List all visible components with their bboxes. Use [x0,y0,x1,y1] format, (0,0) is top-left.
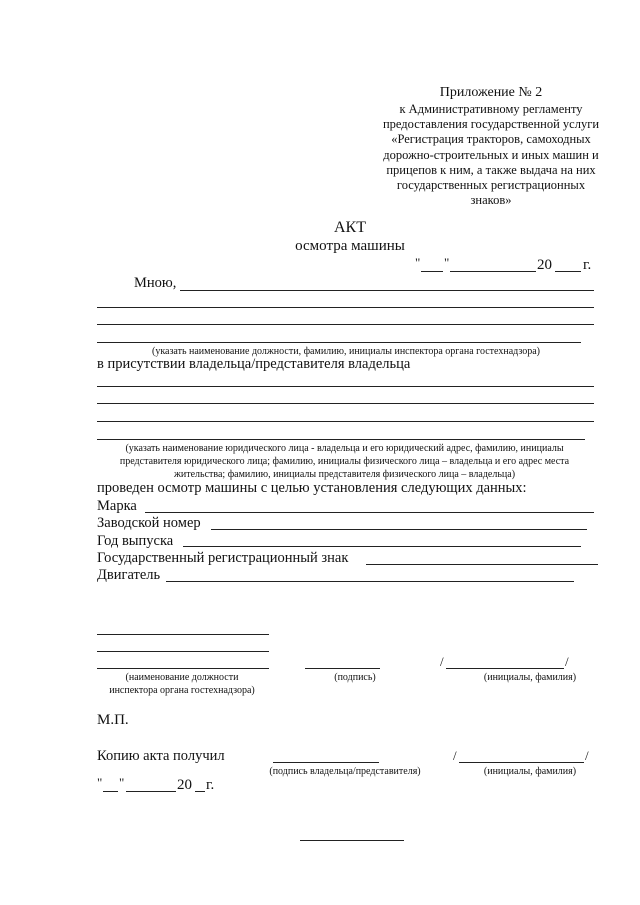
owner-line[interactable] [97,439,585,440]
position-hint-1: (наименование должности [125,672,239,683]
inspector-line[interactable] [97,324,594,325]
field-serial-input[interactable] [211,529,587,530]
field-serial-label: Заводской номер [97,515,201,531]
owner-hint-line: (указать наименование юридического лица - владельца и его юридический адрес, фамилию, инициалы [125,443,564,454]
field-year-input[interactable] [183,546,581,547]
document-title: АКТ [334,219,366,236]
date-month-field[interactable] [450,271,536,272]
document-subtitle: осмотра машины [295,238,405,254]
initials-slash-close: / [565,654,569,669]
date-year-field[interactable] [555,271,581,272]
footer-divider [300,840,404,841]
date-year-prefix: 20 [537,257,552,273]
inspector-line[interactable] [97,342,581,343]
owner-label: в присутствии владельца/представителя владельца [97,356,411,372]
date-month-field[interactable] [126,791,176,792]
copy-initials-line[interactable] [459,762,584,763]
inspector-hint: (указать наименование должности, фамилию, инициалы инспектора органа гостехнадзора) [151,346,541,357]
date-year-field[interactable] [195,791,205,792]
inspector-label: Мною, [134,275,177,291]
signature-line[interactable] [305,668,380,669]
inspector-line[interactable] [97,307,594,308]
date-quote-open: " [97,775,103,790]
appendix-block [356,84,626,208]
appendix-line: прицепов к ним, а также выдача на них [386,162,596,177]
date-year-suffix: г. [583,257,592,273]
date-quote-open: " [415,255,421,270]
field-brand-input[interactable] [145,512,594,513]
owner-line[interactable] [97,403,594,404]
initials-slash-open: / [440,654,444,669]
copy-received-label: Копию акта получил [97,748,225,764]
field-regplate-input[interactable] [366,564,598,565]
appendix-line: государственных регистрационных [396,178,586,193]
copy-signature-hint: (подпись владельца/представителя) [269,766,421,777]
field-year-label: Год выпуска [97,533,174,549]
field-engine-label: Двигатель [97,567,161,583]
owner-hint-line: представителя юридического лица; фамилию, инициалы физического лица – владельца и его адрес места [119,456,570,467]
field-engine-input[interactable] [166,581,574,582]
date-year-prefix: 20 [177,777,192,793]
appendix-line: знаков» [470,193,512,208]
position-line[interactable] [97,651,269,652]
signature-hint: (подпись) [334,672,376,683]
field-regplate-label: Государственный регистрационный знак [97,550,349,566]
inspector-line[interactable] [180,290,594,291]
initials-line[interactable] [446,668,564,669]
date-day-field[interactable] [103,791,118,792]
owner-hint [92,442,597,481]
inspection-intro: проведен осмотр машины с целью установления следующих данных: [97,480,527,496]
position-line[interactable] [97,668,269,669]
initials-hint: (инициалы, фамилия) [483,672,577,683]
owner-line[interactable] [97,421,594,422]
appendix-line: «Регистрация тракторов, самоходных [391,132,591,147]
appendix-title: Приложение № 2 [439,85,543,100]
copy-initials-hint: (инициалы, фамилия) [483,766,577,777]
date-day-field[interactable] [421,271,443,272]
date-year-suffix: г. [206,777,215,793]
copy-slash-close: / [585,748,589,763]
owner-line[interactable] [97,386,594,387]
appendix-line: к Административному регламенту [399,102,583,116]
copy-signature-line[interactable] [273,762,379,763]
position-hint-2: инспектора органа гостехнадзора) [109,685,255,696]
date-quote-close: " [444,255,450,270]
position-line[interactable] [97,634,269,635]
stamp-label: М.П. [97,712,129,728]
appendix-line: дорожно-строительных и иных машин и [383,147,599,162]
field-brand-label: Марка [97,498,137,514]
copy-slash-open: / [453,748,457,763]
date-quote-close: " [119,775,125,790]
appendix-line: предоставления государственной услуги [382,117,600,132]
owner-hint-line: жительства; фамилию, инициалы представителя физического лица – владельца) [173,469,516,480]
